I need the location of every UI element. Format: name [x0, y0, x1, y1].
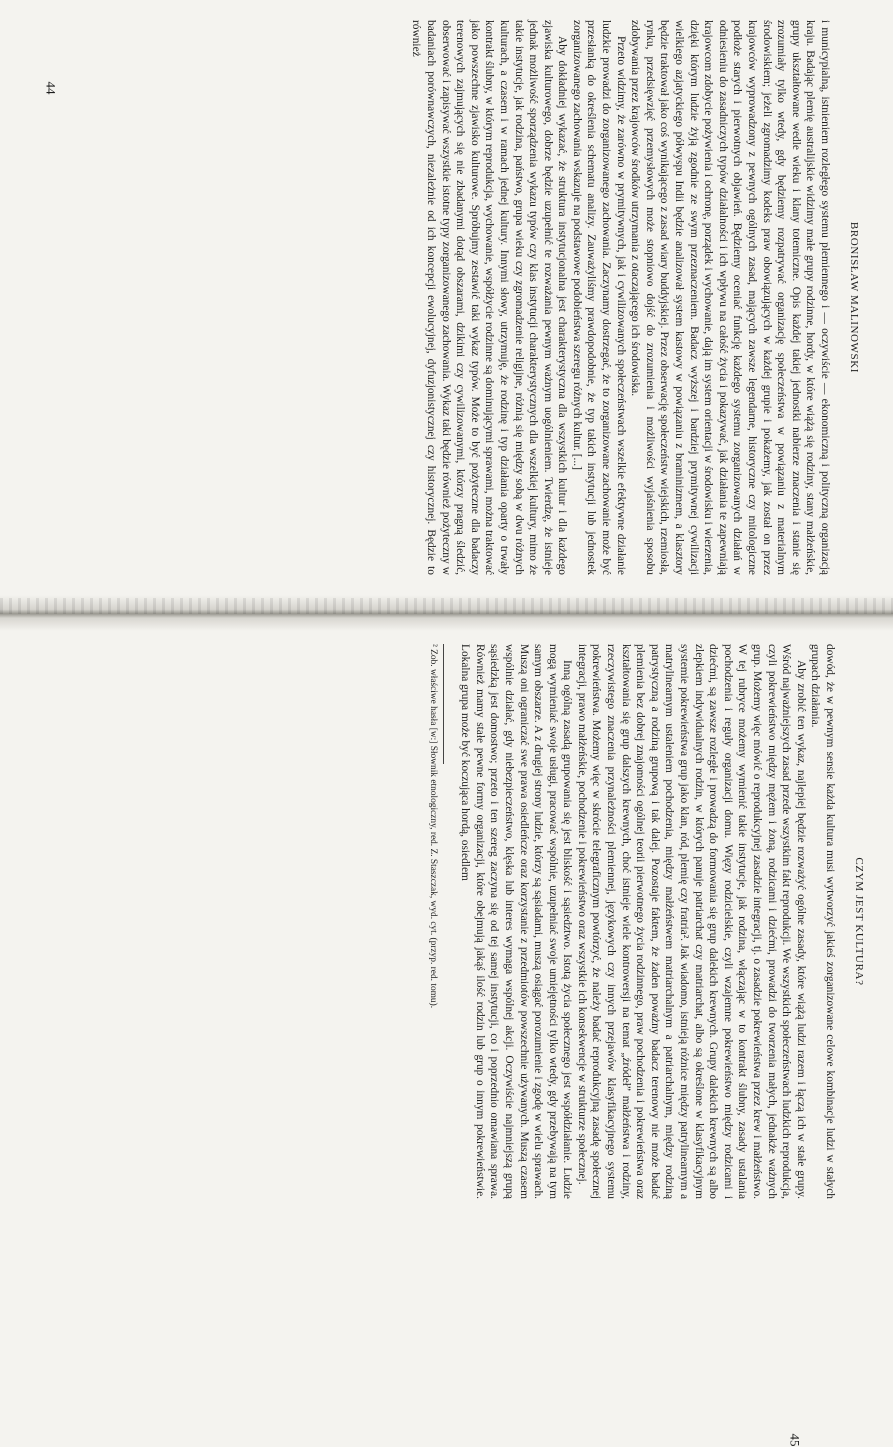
left-page-44	[0, 0, 893, 631]
paragraph: i municypialną, istnieniem rozległego systemu plemiennego i — oczywiście — ekonomiczną i polityczną organizacją kraju. Badając plemię australijskie widzimy małe grupy rodzinne, hordy, w które wiążą się rodziny, stany małżeńskie, grupy ukształtowane wedle wieku i klany totemiczne. Opis każdej takiej jednostki nabierze znaczenia i stanie się zrozumiały tylko wtedy, gdy będziemy rozpatrywać organizację społeczeństwa w powiązaniu z materialnym środowiskiem; jeżeli zgromadzimy kodeks praw obowiązujących w każdej grupie i pokażemy, jak został on przez krajowców wyprowadzony z pewnych ogólnych zasad, mających zawsze legendarne, historyczne czy mitologiczne podłoże starych i pierwotnych objawień. Będziemy oceniać funkcję każdego systemu zorganizowanych działań w odniesieniu do zasadniczych typów działalności i ich wpływu na całość życia i pokazywać, jak działania te zapewniają krajowcom zdobycie pożywienia i ochronę, porządek i wychowanie, dają im system orientacji w środowisku i wierzenia, dzięki którym ludzie żyją zgodnie ze swym przeznaczeniem. Badacz wyższej i bardziej prymitywnej cywilizacji wielkiego azjatyckiego półwyspu Indii będzie analizował system kastowy w powiązaniu z braminizmem, a klasztory będzie traktował jako coś wynikającego z zasad wiary buddyjskiej. Przez obserwację społeczeństw wiejskich, rzemiosła, rynku, przedsięwzięć przemysłowych może stopniowo dojść do zrozumienia i możliwości wyjaśnienia sposobu zdobywania przez krajowców środków utrzymania z otaczającego ich środowiska.	[629, 20, 831, 575]
rotated-text-block	[25, 20, 860, 575]
page-number: 44	[43, 81, 59, 95]
page-number: 45	[787, 1433, 803, 1447]
running-head: CZYM JEST KULTURA?	[853, 857, 865, 986]
scan-shadow	[0, 598, 893, 614]
right-page-45	[0, 632, 893, 1447]
running-head: BRONISŁAW MALINOWSKI	[848, 221, 860, 374]
paragraph: Aby zrobić ten wykaz, najlepiej będzie rozważyć ogólne zasady, które wiążą ludzi razem i łączą ich w stałe grupy. Wśród najważniejszych zasad przede wszystkim fakt reprodukcji. We wszystkich społeczeństwach ludzkich reprodukcja, czyli pokrewieństwo między mężem i żoną, rodzicami i dziećmi, prowadzi do tworzenia małych, jednakże ważnych grup. Możemy więc mówić o reprodukcyjnej zasadzie integracji, tj. o zasadzie pokrewieństwa przez krew i małżeństwo. W tej rubryce możemy wymienić takie instytucje, jak rodzina, włączając w to kontrakt ślubny, zasady ustalania pochodzenia i reguły organizacji domu. Więzy rodzicielskie, czyli wzajemne pokrewieństwo między rodzicami i dziećmi, są zawsze rozległe i prowadzą do formowania się grup dalekich krewnych. Grupy dalekich krewnych są albo zlepkiem indywidualnych rodzin, w których panuje patriarchat czy matriarchat, albo są określone w klasyfikacyjnym systemie pokrewieństwa grup jako klan, ród, plemię czy fratria². Jak wiadomo, istnieją różnice między patrylinearnym a matrylinearnym ustaleniem pochodzenia, między małżeństwem matriarchalnym a patriarchalnym, między rodziną patrystyczną a rodziną grupową i tak dalej. Pozostaje faktem, że żaden poważny badacz terenowy nie może badać plemienia bez dobrej znajomości ogólnej teorii pierwotnego życia rodzinnego, praw pochodzenia i pokrewieństwa oraz kształtowania się grup dalszych krewnych, choć istnieje wiele kontrowersji na temat „źródeł” małżeństwa i rodziny, rzeczywistego znaczenia przynależności plemiennej, językowych czy innych przejawów klasyfikacyjnego systemu pokrewieństwa. Możemy więc w skrócie telegraficznym powtórzyć, że należy badać reprodukcyjną zasadę społecznej integracji, prawo małżeńskie, pochodzenie i pokrewieństwo oraz wszystkie ich konsekwencje w strukturze społecznej.	[575, 644, 807, 1199]
rotated-text-block	[30, 644, 865, 1199]
body-text	[458, 644, 837, 1199]
paragraph: Przeto widzimy, że zarówno w prymitywnych, jak i cywilizowanych społeczeństwach wszelkie efektywne działanie ludzkie prowadzi do zorganizowanego zachowania. Zaczynamy dostrzegać, że to zorganizowane zachowanie może być przesłanką do określenia schematu analizy. Zauważyliśmy prawdopodobnie, że typ takich instytucji lub jednostek zorganizowanego zachowania wskazuje na podstawowe podobieństwa szeregu różnych kultur. [...]	[570, 20, 627, 575]
footnote-rule	[443, 644, 444, 764]
paragraph: dowód, że w pewnym sensie każda kultura musi wytworzyć jakieś zorganizowane celowe kombinacje ludzi w stałych grupach działania.	[809, 644, 836, 1199]
paragraph: Inną ogólną zasadą grupowania się jest bliskość i sąsiedztwo. Istotą życia społecznego jest współdziałanie. Ludzie mogą wymieniać swoje usługi, pracować wspólnie, uzupełniać swoje umiejętności tylko wtedy, gdy przebywają na tym samym obszarze. A z drugiej strony ludzie, którzy są sąsiadami, muszą osiągać porozumienie i zgodę w wielu sprawach. Muszą oni ograniczać swe prawa osiedleńcze oraz korzystanie z przedmiotów powszechnie używanych. Muszą czasem wspólnie działać, gdy niebezpieczeństwo, klęska lub interes wymaga wspólnej akcji. Oczywiście najmniejszą grupą sąsiedzką jest domostwo; przeto i ten szereg zaczyna się od tej samej instytucji, co i poprzednio omawiana sprawa. Również mamy stałe pewne formy organizacji, które obejmują jakąś ilość rodzin lub grup o innym pokrewieństwie. Lokalna grupa może być koczująca hordą, osiedlem	[459, 644, 574, 1199]
body-text	[409, 20, 832, 575]
paragraph: Aby dokładniej wykazać, że struktura instytucjonalna jest charakterystyczna dla wszystkich kultur i dla każdego zjawiska kulturowego, dobrze będzie uzupełnić te rozważania pewnym ważnym uogólnieniem. Twierdzę, że istnieje jednak możliwość sporządzenia wykazu typów czy klas instytucji charakterystycznych dla wszelkiej kultury, mimo że takie instytucje, jak rodzina, państwo, grupa wieku czy zgromadzenie religijne, różnią się między sobą w dwu różnych kulturach, a czasem i w ramach jednej kultury. Innymi słowy, utrzymuję, że rodzinę i typ działania oparty o trwały kontrakt ślubny, w którym reprodukcja, wychowanie, współżycie rodzinne są dominującymi sprawami, można traktować jako powszechne zjawisko kulturowe. Spróbujmy zestawić taki wykaz typów. Może to być pożyteczne dla badaczy terenowych zajmujących się nie zbadanymi dotąd obszarami, dzikimi czy cywilizowanymi, którzy pragną śledzić, obserwować i zapisywać wszystkie istotne typy zorganizowanego zachowania. Wykaz taki będzie również pożyteczny w badaniach porównawczych, niezależnie od ich koncepcji ewolucyjnej, dyfuzjonistycznej czy historycznej. Będzie to również	[410, 20, 569, 575]
footnote: ² Zob. właściwe hasła [w:] Słownik etnologiczny, red. Z. Staszczak, wyd. cyt. (przyp. red. tomu).	[427, 644, 438, 1009]
